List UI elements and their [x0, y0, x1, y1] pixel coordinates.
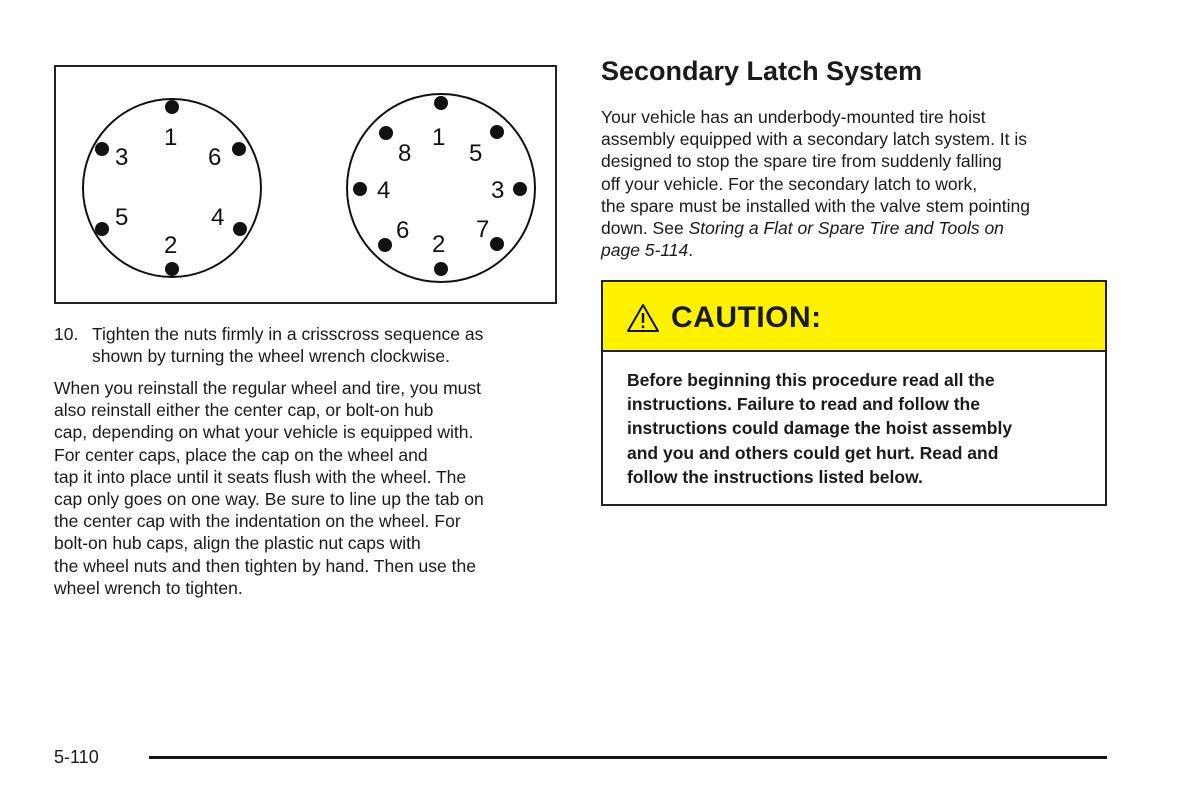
reference-link-text[interactable]: Storing a Flat or Spare Tire and Tools on — [688, 218, 1004, 239]
sequence-number: 6 — [396, 217, 410, 244]
intro-line: the spare must be installed with the valve stem pointing — [601, 195, 1030, 216]
caution-text — [627, 368, 1087, 489]
sequence-number: 4 — [211, 204, 225, 231]
paragraph-line: cap, depending on what your vehicle is equipped with. — [54, 422, 474, 443]
step-text-line: shown by turning the wheel wrench clockwise. — [92, 346, 450, 366]
paragraph-line: bolt-on hub caps, align the plastic nut caps with — [54, 533, 421, 554]
sequence-number: 1 — [432, 124, 446, 151]
caution-label: CAUTION: — [671, 301, 822, 334]
lug-nut — [378, 238, 392, 252]
sequence-number: 6 — [208, 144, 222, 171]
caution-line: instructions. Failure to read and follow the — [627, 394, 980, 415]
intro-line-reference — [601, 239, 1111, 261]
sequence-number: 5 — [115, 204, 129, 231]
lug-nut — [233, 222, 247, 236]
lug-nut — [165, 100, 179, 114]
caution-line: follow the instructions listed below. — [627, 466, 923, 487]
lug-nut — [434, 262, 448, 276]
step-text-line: Tighten the nuts firmly in a crisscross sequence as — [92, 324, 484, 344]
lug-nut-sequence-figure — [54, 65, 557, 304]
lug-nut — [490, 125, 504, 139]
sequence-number: 3 — [491, 177, 505, 204]
warning-triangle-icon — [626, 303, 660, 333]
caution-header — [603, 282, 1105, 352]
lug-nut — [95, 222, 109, 236]
caution-box — [601, 280, 1107, 506]
sequence-number: 2 — [164, 232, 178, 259]
intro-line: designed to stop the spare tire from suddenly falling — [601, 151, 1002, 172]
sequence-number: 5 — [469, 140, 483, 167]
sequence-number: 7 — [476, 216, 490, 243]
caution-line: and you and others could get hurt. Read and — [627, 442, 999, 463]
paragraph-line: the center cap with the indentation on the wheel. For — [54, 511, 461, 532]
lug-nut — [490, 237, 504, 251]
sequence-number: 2 — [432, 231, 446, 258]
caution-line: Before beginning this procedure read all the — [627, 370, 995, 390]
lug-nut — [379, 126, 393, 140]
sequence-number: 1 — [164, 124, 178, 151]
lug-nut-diagram — [56, 67, 559, 306]
step-number: 10. — [54, 324, 79, 344]
reinstall-paragraph — [54, 377, 564, 599]
paragraph-line: wheel wrench to tighten. — [54, 577, 243, 598]
lug-nut — [165, 262, 179, 276]
section-intro — [601, 106, 1111, 261]
paragraph-line: For center caps, place the cap on the wheel and — [54, 444, 428, 465]
eight-lug-wheel — [347, 94, 535, 282]
lug-nut — [353, 182, 367, 196]
caution-line: instructions could damage the hoist assembly — [627, 418, 1013, 439]
intro-line: assembly equipped with a secondary latch system. It is — [601, 129, 1028, 150]
step-ten — [54, 323, 559, 367]
six-lug-wheel — [83, 99, 261, 277]
sequence-number: 8 — [398, 140, 412, 167]
paragraph-line: also reinstall either the center cap, or bolt-on hub — [54, 400, 434, 421]
reference-suffix: . — [688, 240, 694, 261]
sequence-number: 3 — [115, 144, 129, 171]
paragraph-line: When you reinstall the regular wheel and tire, you must — [54, 378, 482, 398]
lug-nut — [232, 142, 246, 156]
section-title: Secondary Latch System — [601, 56, 923, 86]
lug-nut — [95, 142, 109, 156]
page-number: 5-110 — [54, 747, 99, 767]
intro-line: Your vehicle has an underbody-mounted tire hoist — [601, 107, 986, 127]
reference-prefix: down. See — [601, 218, 689, 239]
lug-nut — [513, 182, 527, 196]
footer-rule — [149, 756, 1107, 759]
paragraph-line: cap only goes on one way. Be sure to line up the tab on — [54, 489, 484, 510]
paragraph-line: tap it into place until it seats flush with the wheel. The — [54, 466, 467, 487]
lug-nut — [434, 96, 448, 110]
paragraph-line: the wheel nuts and then tighten by hand. Then use the — [54, 555, 476, 576]
reference-link-page[interactable]: page 5-114 — [601, 240, 689, 261]
intro-line: off your vehicle. For the secondary latch to work, — [601, 173, 978, 194]
intro-line-reference — [601, 217, 1111, 239]
sequence-number: 4 — [377, 177, 391, 204]
